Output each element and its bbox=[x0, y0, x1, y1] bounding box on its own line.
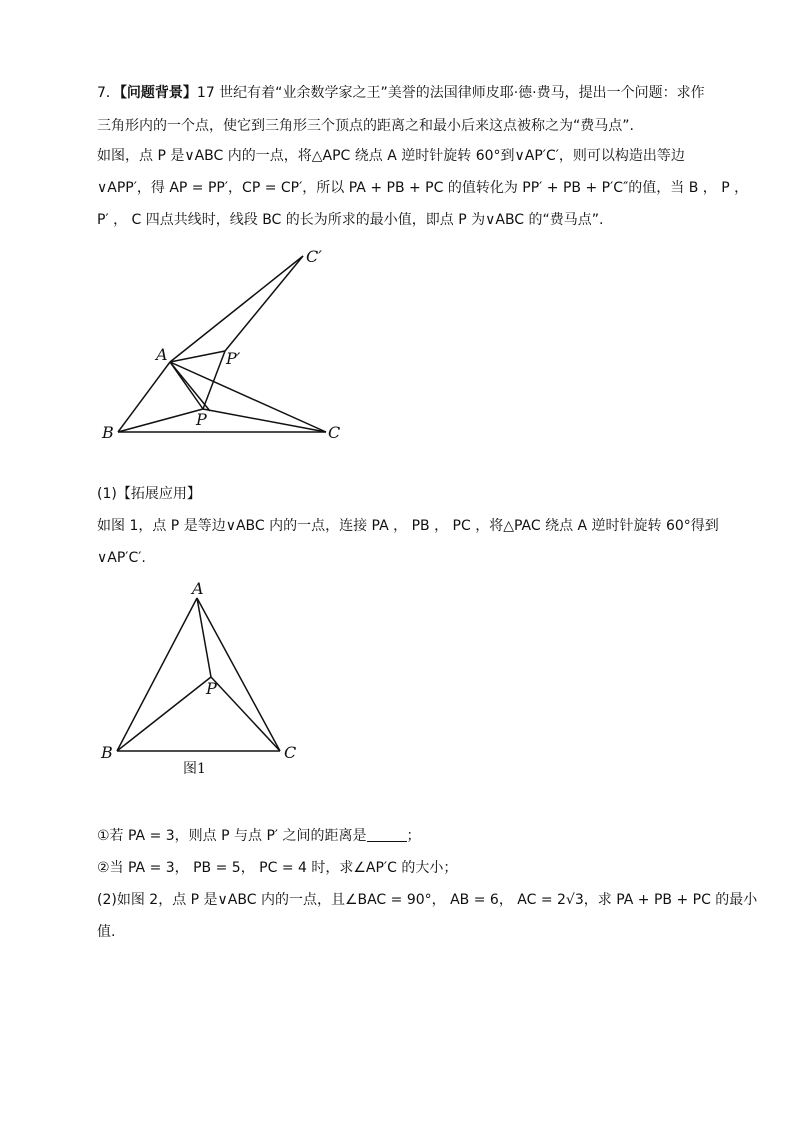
segment-APp-C bbox=[170, 362, 210, 411]
segment-PC bbox=[203, 409, 326, 432]
problem-line1-text: 17 世纪有着“业余数学家之王”美誉的法国律师皮耶·德·费马，提出一个问题：求作 bbox=[196, 85, 705, 101]
question-3-line-2: 值. bbox=[97, 924, 116, 940]
label-C-prime: C′ bbox=[306, 247, 322, 266]
answer-blank bbox=[367, 827, 407, 842]
label-P: P bbox=[196, 410, 207, 429]
problem-number: 7． bbox=[97, 85, 120, 101]
fig1-segment-AC bbox=[197, 598, 280, 751]
fig1-label-A: A bbox=[192, 580, 204, 598]
part1-line-1: 如图 1，点 P 是等边∨ABC 内的一点，连接 PA ， PB ， PC ，将△PAC 绕点 A 逆时针旋转 60°得到 bbox=[97, 518, 719, 534]
question-1 bbox=[97, 826, 421, 846]
segment-BP bbox=[118, 409, 203, 432]
part1-line-2: ∨AP′C′. bbox=[97, 550, 146, 566]
label-B: B bbox=[102, 423, 114, 442]
problem-line-1 bbox=[97, 83, 705, 103]
question-2: ②当 PA = 3， PB = 5， PC = 4 时，求∠AP′C 的大小； bbox=[97, 860, 458, 876]
q1-text: ①若 PA = 3，则点 P 与点 P′ 之间的距离是 bbox=[97, 828, 367, 844]
problem-line-5: P′ ， C 四点共线时，线段 BC 的长为所求的最小值，即点 P 为∨ABC 的“费马点”. bbox=[97, 212, 604, 228]
segment-PpCp bbox=[225, 256, 303, 351]
fig1-segment-PB bbox=[117, 677, 211, 751]
segment-ACp bbox=[170, 256, 303, 362]
problem-line-2: 三角形内的一个点，使它到三角形三个顶点的距离之和最小后来这点被称之为“费马点”. bbox=[97, 118, 634, 134]
fig1-label-B: B bbox=[101, 743, 113, 762]
label-C: C bbox=[328, 423, 341, 442]
figure-fermat-construction bbox=[90, 240, 350, 450]
segment-APp bbox=[170, 351, 225, 362]
fig1-caption: 图1 bbox=[183, 761, 206, 777]
segment-AC bbox=[170, 362, 326, 432]
problem-line-4: ∨APP′，得 AP = PP′，CP = CP′，所以 PA + PB + PC 的值转化为 PP′ + PB + P′C″的值，当 B ， P ， bbox=[97, 180, 749, 196]
label-A: A bbox=[156, 345, 168, 364]
segment-BA bbox=[118, 362, 170, 432]
fig1-segment-AB bbox=[117, 598, 197, 751]
part1-heading: (1)【拓展应用】 bbox=[97, 486, 201, 502]
problem-line-3: 如图，点 P 是∨ABC 内的一点，将△APC 绕点 A 逆时针旋转 60°到∨AP′C′，则可以构造出等边 bbox=[97, 148, 685, 164]
segment-PPp bbox=[203, 351, 225, 409]
figure-1 bbox=[95, 580, 315, 780]
label-P-prime: P′ bbox=[226, 349, 241, 368]
fig1-label-C: C bbox=[284, 743, 297, 762]
q1-end: ； bbox=[406, 828, 421, 844]
question-3-line-1: (2)如图 2，点 P 是∨ABC 内的一点，且∠BAC = 90°， AB = 6， AC = 2√3，求 PA + PB + PC 的最小 bbox=[97, 892, 758, 908]
fig1-label-P: P bbox=[206, 679, 217, 698]
problem-tag: 【问题背景】 bbox=[119, 85, 197, 101]
